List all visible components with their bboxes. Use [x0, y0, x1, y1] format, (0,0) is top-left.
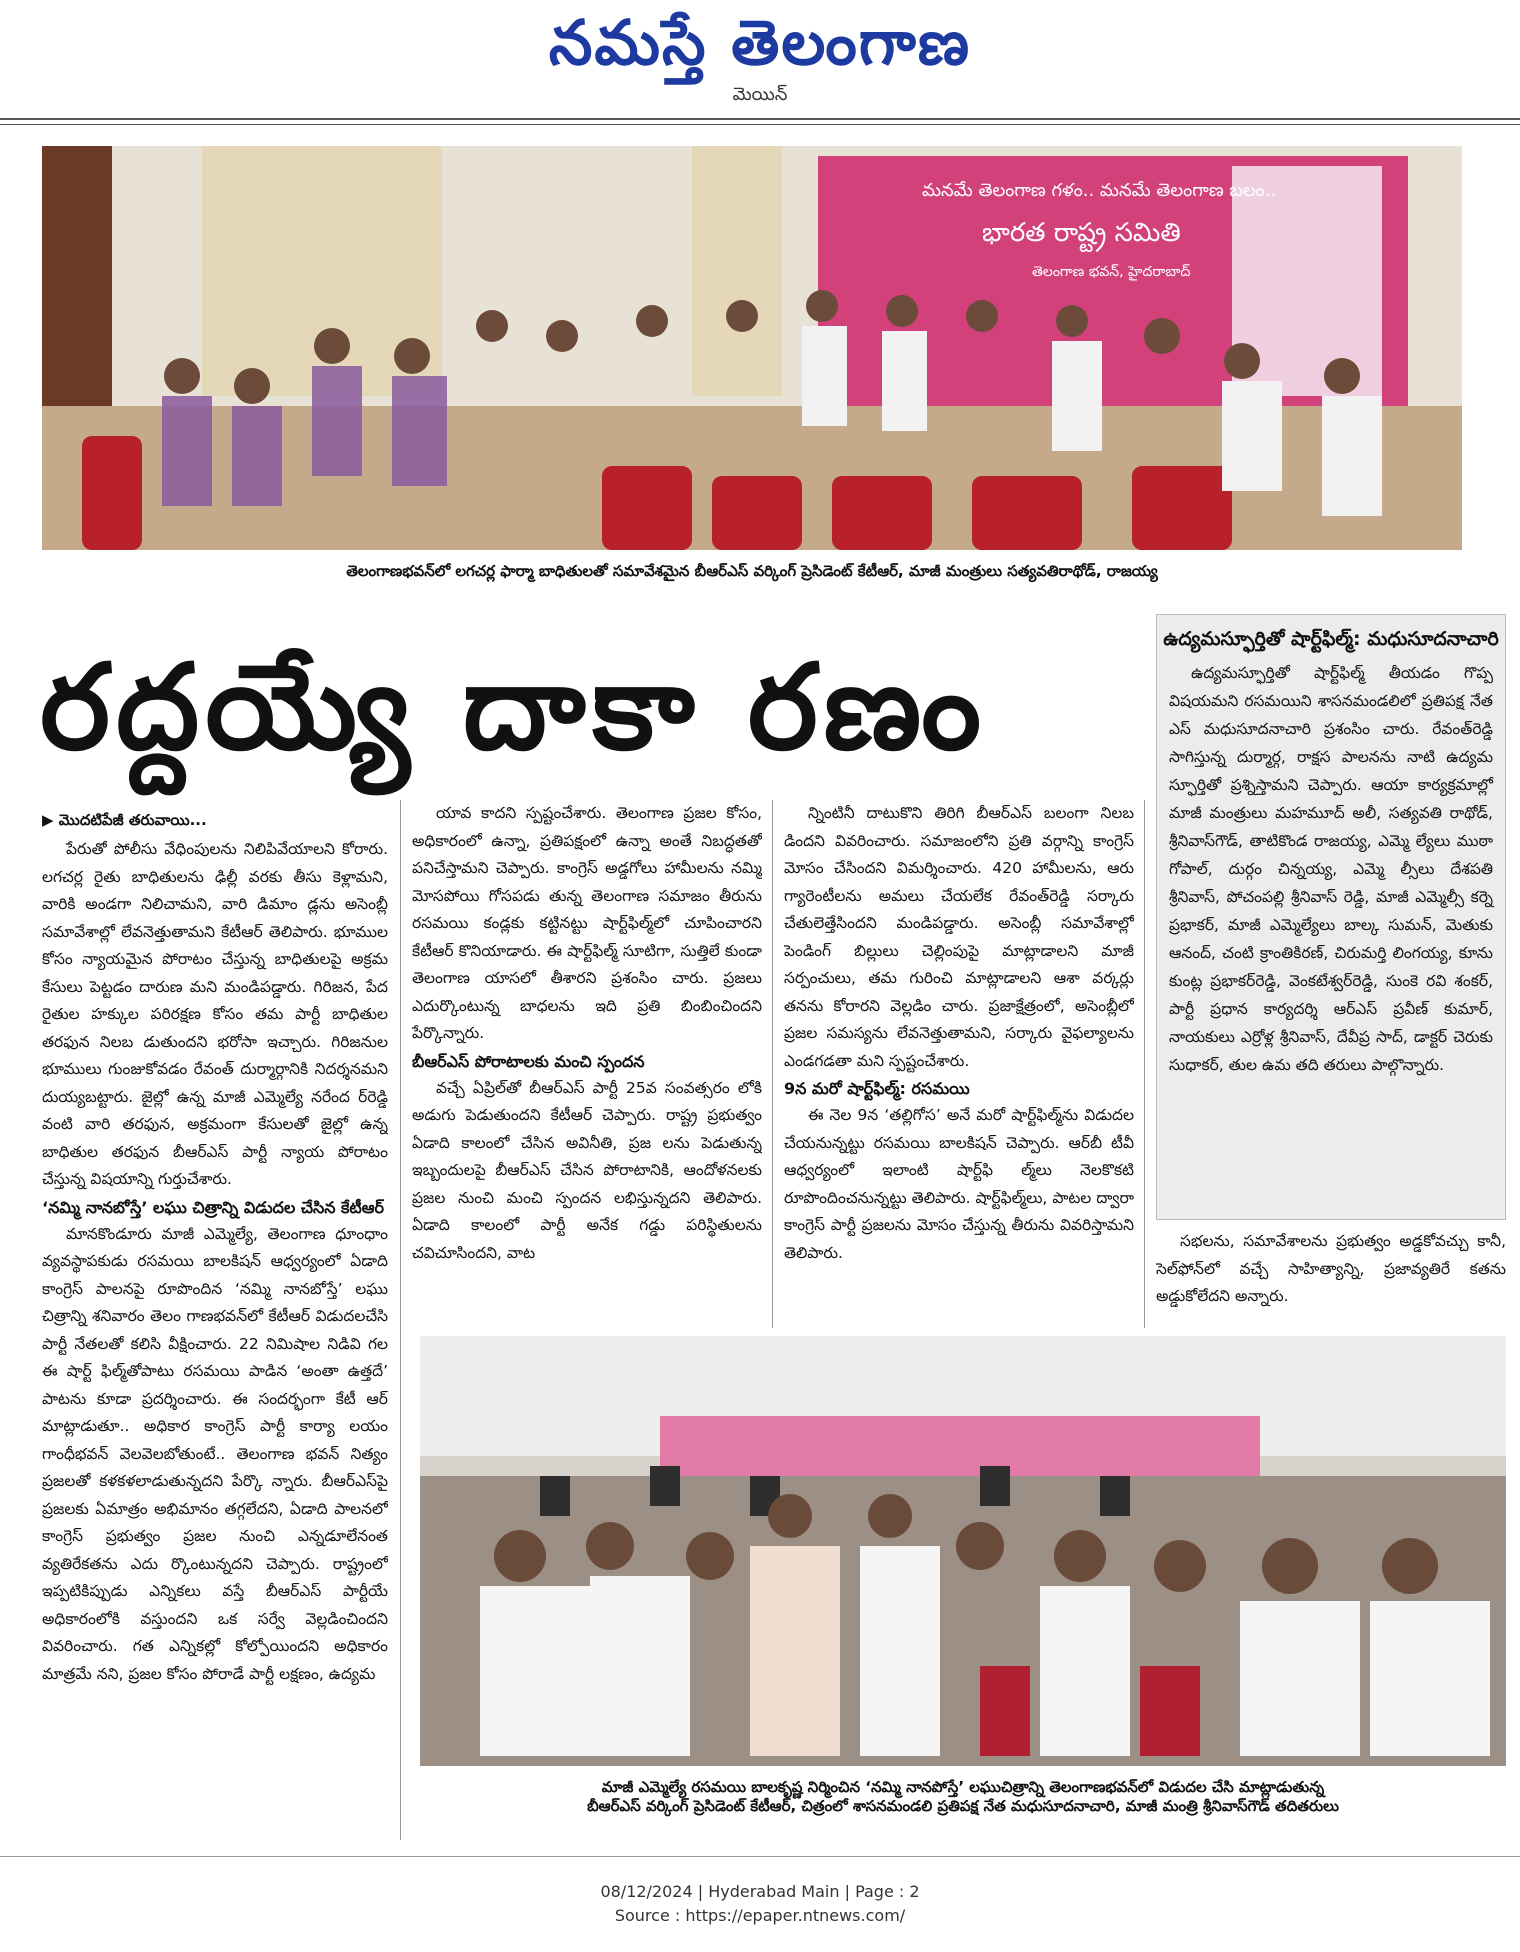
article-subhead: బీఆర్‌ఎస్ పోరాటాలకు మంచి స్పందన	[412, 1051, 645, 1071]
sidebar-body	[1157, 659, 1505, 1079]
banner-text-3: తెలంగాణ భవన్, హైదరాబాద్	[1032, 264, 1191, 280]
bottom-photo	[420, 1336, 1506, 1766]
sidebar-title: ఉద్యమస్ఫూర్తితో షార్ట్‌ఫిల్మ్: మధుసూదనాచారి	[1163, 628, 1499, 650]
banner-text-1: మనమే తెలంగాణ గళం.. మనమే తెలంగాణ బలం..	[922, 180, 1277, 201]
bottom-caption-line-2: బీఆర్‌ఎస్ వర్కింగ్ ప్రెసిడెంట్ కేటీఆర్, చిత్రంలో శాసనమండలి ప్రతిపక్ష నేత మధుసూదనాచారి, మాజీ మంత్రి శ్రీనివాస్‌గౌడ్ తదితరులు	[587, 1797, 1339, 1815]
meeting-photo-image	[42, 146, 1462, 550]
footer-rule	[0, 1856, 1520, 1857]
sidebar-paragraph: ఉద్యమస్ఫూర్తితో షార్ట్‌ఫిల్మ్ తీయడం గొప్ప విషయమని రసమయిని శాసనమండలిలో ప్రతిపక్ష నేత ఎస్ మధుసూదనాచారి ప్రశంసిం చారు. రేవంత్‌రెడ్డి సాగిస్తున్న దుర్మార్గ, రాక్షస పాలనను నాటి ఉద్యమ స్ఫూర్తితో ప్రశ్నిస్తామని చెప్పారు. ఆయా కార్యక్రమాల్లో మాజీ మంత్రులు మహమూద్ అలీ, సత్యవతి రాథోడ్, శ్రీనివాస్‌గౌడ్, తాటికొండ రాజయ్య, ఎమ్మె ల్యేలు ముఠా గోపాల్, దుర్గం చిన్నయ్య, ఎమ్మె ల్సీలు దేశపతి శ్రీనివాస్, పోచంపల్లి శ్రీనివాస్ రెడ్డి, మాజీ ఎమ్మెల్సీ కర్నె ప్రభాకర్, మాజీ ఎమ్మెల్యేలు బాల్క సుమన్, మెతుకు ఆనంద్, చంటి క్రాంతికిరణ్, చిరుమర్తి లింగయ్య, కూను కుంట్ల ప్రభాకర్‌రెడ్డి, వెంకటేశ్వర్‌రెడ్డి, సుంకె రవి శంకర్, పార్టీ ప్రధాన కార్యదర్శి ఆర్‌ఎస్ ప్రవీణ్ కుమార్, నాయకులు ఎర్రోళ్ల శ్రీనివాస్, దేవీప్ర సాద్, డాక్టర్ చెరుకు సుధాకర్, తుల ఉమ తది తరులు పాల్గొన్నారు.	[1169, 664, 1493, 1074]
footer	[0, 1880, 1520, 1928]
continued-label: ▶ మొదటిపేజీ తరువాయి...	[42, 811, 207, 829]
footer-source-link[interactable]: Source : https://epaper.ntnews.com/	[614, 1906, 906, 1925]
article-column-1	[42, 808, 388, 1838]
top-photo	[42, 146, 1462, 550]
article-paragraph: వచ్చే ఏప్రిల్‌తో బీఆర్‌ఎస్ పార్టీ 25వ సంవత్సరం లోకి అడుగు పెడుతుందని కేటీఆర్ చెప్పారు. రాష్ట్ర ప్రభుత్వం ఏడాది కాలంలో చేసిన అవినీతి, ప్రజ లను పెడుతున్న ఇబ్బందులపై బీఆర్‌ఎస్ చేసిన పోరాటానికి, ఆందోళనలకు ప్రజల నుంచి మంచి స్పందన లభిస్తున్నదని తెలిపారు. ఏడాది కాలంలో పార్టీ అనేక గడ్డు పరిస్థితులను చవిచూసిందని, వాట	[412, 1078, 762, 1262]
sidebar-box	[1156, 614, 1506, 1220]
masthead	[0, 0, 1520, 112]
masthead-edition: మెయిన్	[732, 84, 788, 105]
bottom-caption-line-1: మాజీ ఎమ్మెల్యే రసమయి బాలకృష్ణ నిర్మించిన ‘నమ్మి నానపోస్తే’ లఘుచిత్రాన్ని తెలంగాణభవన్‌లో విడుదల చేసి మాట్లాడుతున్న	[601, 1778, 1325, 1796]
banner-text-2: భారత రాష్ట్ర సమితి	[982, 218, 1181, 248]
article-paragraph: మానకొండూరు మాజీ ఎమ్మెల్యే, తెలంగాణ ధూంధాం వ్యవస్థాపకుడు రసమయి బాలకిషన్ ఆధ్వర్యంలో ఏడాది కాంగ్రెస్ పాలనపై రూపొందిన ‘నమ్మి నానబోస్తే’ లఘు చిత్రాన్ని శనివారం తెలం గాణభవన్‌లో కేటీఆర్ విడుదలచేసి పార్టీ నేతలతో కలిసి వీక్షించారు. 22 నిమిషాల నిడివి గల ఈ షార్ట్ ఫిల్మ్‌తోపాటు రసమయి పాడిన ‘అంతా ఉత్తదే’ పాటను కూడా ప్రదర్శించారు. ఈ సందర్భంగా కేటీ ఆర్ మాట్లాడుతూ.. అధికార కాంగ్రెస్ పార్టీ కార్యా లయం గాంధీభవన్ వెలవెలబోతుంటే.. తెలంగాణ భవన్ నిత్యం ప్రజలతో కళకళలాడుతున్నదని పేర్కొ న్నారు. బీఆర్‌ఎస్‌పై ప్రజలకు ఏమాత్రం అభిమానం తగ్గలేదని, ఏడాది పాలనలో కాంగ్రెస్ ప్రభుత్వం ప్రజల నుంచి ఎన్నడూలేనంత వ్యతిరేకతను ఎదు ర్కొంటున్నదని చెప్పారు. రాష్ట్రంలో ఇప్పటికిప్పుడు ఎన్నికలు వస్తే బీఆర్‌ఎస్ పార్టీయే అధికారంలోకి వస్తుందని ఒక సర్వే వెల్లడించిందని వివరించారు. గత ఎన్నికల్లో కోల్పోయిందని అధికారం మాత్రమే నని, ప్రజల కోసం పోరాడే పార్టీ లక్షణం, ఉద్యమ	[42, 1224, 388, 1683]
masthead-rule	[0, 118, 1520, 120]
article-paragraph: న్నింటినీ దాటుకొని తిరిగి బీఆర్‌ఎస్ బలంగా నిలబ డిందని వివరించారు. సమాజంలోని ప్రతి వర్గాన్ని కాంగ్రెస్ మోసం చేసిందని విమర్శించారు. 420 హామీలను, ఆరు గ్యారెంటీలను అమలు చేయలేక రేవంత్‌రెడ్డి సర్కారు చేతులెత్తేసిందని మండిపడ్డారు. అసెంబ్లీ సమావేశాల్లో పెండింగ్ బిల్లులు చెల్లింపుపై మాట్లాడాలని మాజీ సర్పంచులు, తమ గురించి మాట్లాడాలని ఆశా వర్కర్లు తనను కోరారని వెల్లడిం చారు. ప్రజాక్షేత్రంలో, అసెంబ్లీలో ప్రజల సమస్యను లేవనెత్తుతామని, సర్కారు వైఫల్యాలను ఎండగడతా మని స్పష్టంచేశారు.	[784, 804, 1134, 1070]
column-divider	[1144, 800, 1145, 1328]
event-photo-image	[420, 1336, 1506, 1766]
bottom-photo-caption	[420, 1778, 1506, 1816]
article-column-2	[412, 800, 762, 1328]
article-column-4	[1156, 1228, 1506, 1328]
article-subhead: ‘నమ్మి నానబోస్తే’ లఘు చిత్రాన్ని విడుదల చేసిన కేటీఆర్	[42, 1197, 385, 1217]
column-divider	[772, 800, 773, 1328]
top-photo-caption: తెలంగాణభవన్‌లో లగచర్ల ఫార్మా బాధితులతో సమావేశమైన బీఆర్‌ఎస్ వర్కింగ్ ప్రెసిడెంట్ కేటీఆర్, మాజీ మంత్రులు సత్యవతిరాథోడ్, రాజయ్య	[346, 562, 1158, 580]
column-divider	[400, 800, 401, 1840]
article-column-3	[784, 800, 1134, 1328]
article-paragraph: పేరుతో పోలీసు వేధింపులను నిలిపివేయాలని కోరారు. లగచర్ల రైతు బాధితులను ఢిల్లీ వరకు తీసు కెళ్లామని, వారికి అండగా నిలిచామని, వారి డిమాం డ్లను అసెంబ్లీ సమావేశాల్లో లేవనెత్తుతామని కేటీఆర్ తెలిపారు. భూముల కోసం న్యాయమైన పోరాటం చేస్తున్న బాధితులపై అక్రమ కేసులు పెట్టడం దారుణ మని మండిపడ్డారు. గిరిజన, పేద రైతుల హక్కుల పరిరక్షణ కోసం తమ పార్టీ బాధితుల తరఫున నిలబ డుతుందని భరోసా ఇచ్చారు. గిరిజనుల భూములు గుంజుకోవడం రేవంత్ దుర్మార్గానికి నిదర్శనమని దుయ్యబట్టారు. జైల్లో ఉన్న మాజీ ఎమ్మెల్యే నరేంద ర్‌రెడ్డి వంటి వారి తరఫున, అక్రమంగా కేసులతో జైల్లో ఉన్న బాధితుల తరఫున బీఆర్‌ఎస్ పార్టీ న్యాయ పోరాటం చేస్తున్న విషయాన్ని గుర్తుచేశారు.	[42, 840, 388, 1188]
masthead-rule-thin	[0, 124, 1520, 125]
article-subhead: 9న మరో షార్ట్‌ఫిల్మ్: రసమయి	[784, 1079, 970, 1098]
headline: రద్దయ్యే దాకా రణం	[40, 638, 988, 776]
masthead-title: నమస్తే తెలంగాణ	[548, 6, 972, 79]
article-paragraph: యావ కాదని స్పష్టంచేశారు. తెలంగాణ ప్రజల కోసం, అధికారంలో ఉన్నా, ప్రతిపక్షంలో ఉన్నా అంతే నిబద్ధతతో పనిచేస్తామని చెప్పారు. కాంగ్రెస్ అడ్డగోలు హామీలను నమ్మి మోసపోయి గోసపడు తున్న తెలంగాణ సమాజం తీరును రసమయి కండ్లకు కట్టినట్టు షార్ట్‌ఫిల్మ్‌లో చూపించారని కేటీఆర్ కొనియాడారు. ఈ షార్ట్‌ఫిల్మ్ సూటిగా, సుత్తిలే కుండా తెలంగాణ యాసలో తీశారని ప్రశంసిం చారు. ప్రజలు ఎదుర్కొంటున్న బాధలను ఇది ప్రతి బింబించిందని పేర్కొన్నారు.	[412, 804, 762, 1042]
footer-date-edition: 08/12/2024 | Hyderabad Main | Page : 2	[600, 1882, 920, 1901]
continued-text: మొదటిపేజీ తరువాయి...	[58, 811, 207, 829]
article-paragraph: సభలను, సమావేశాలను ప్రభుత్వం అడ్డకోవచ్చు కానీ, సెల్‌ఫోన్‌లో వచ్చే సాహిత్యాన్ని, ప్రజావ్యతిరే కతను అడ్డుకోలేదని అన్నారు.	[1156, 1232, 1506, 1305]
article-paragraph: ఈ నెల 9న ‘తల్లిగోస’ అనే మరో షార్ట్‌ఫిల్మ్‌ను విడుదల చేయనున్నట్టు రసమయి బాలకిషన్ చెప్పారు. ఆర్‌బీ టీవీ ఆధ్వర్యంలో ఇలాంటి షార్ట్‌ఫి ల్మ్‌లు నెలకొకటి రూపొందించనున్నట్టు తెలిపారు. షార్ట్‌ఫిల్మ్‌లు, పాటల ద్వారా కాంగ్రెస్ పార్టీ ప్రజలను మోసం చేస్తున్న తీరును వివరిస్తామని తెలిపారు.	[784, 1106, 1134, 1262]
